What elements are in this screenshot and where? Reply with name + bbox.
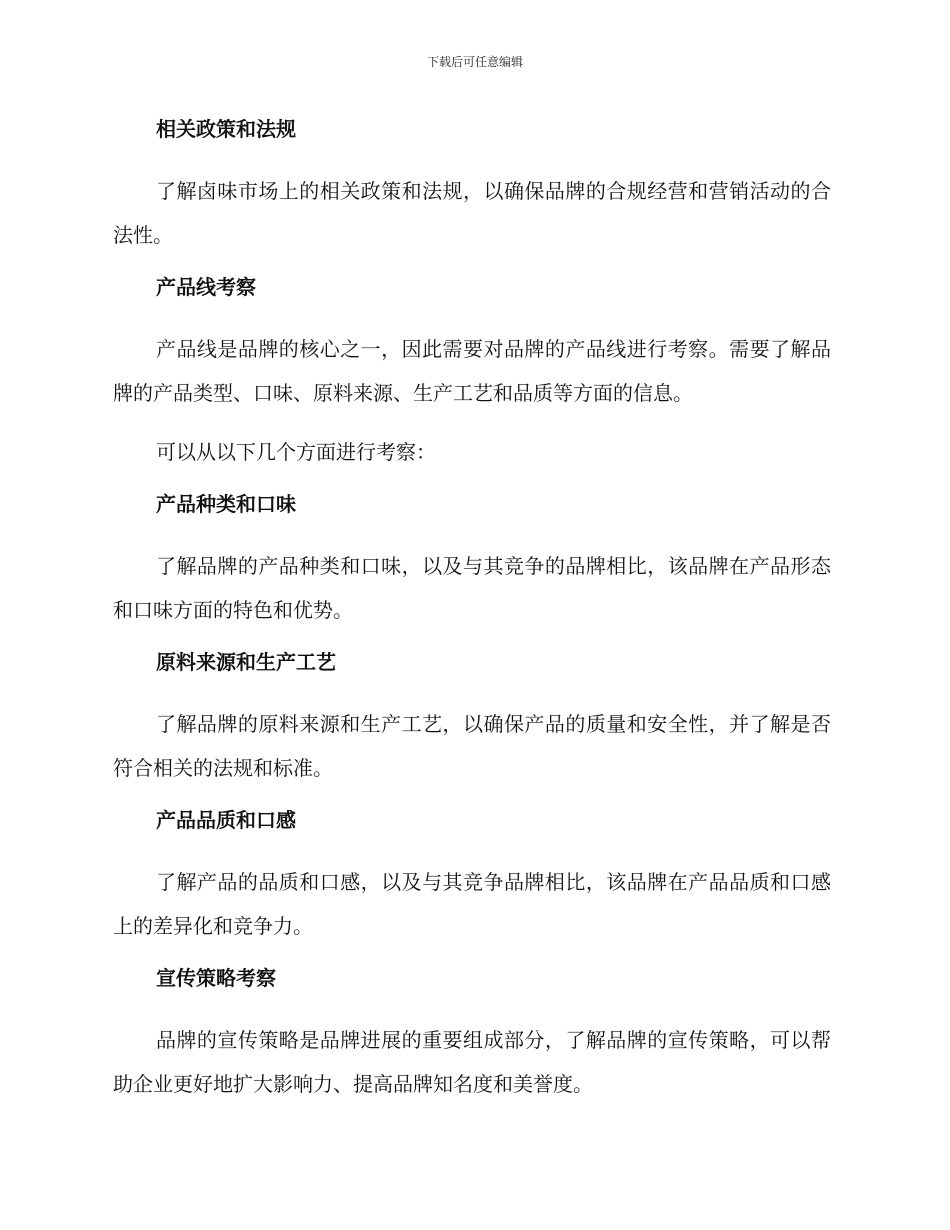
section-heading: 产品线考察 xyxy=(156,275,256,299)
document-body xyxy=(113,114,831,1106)
section-paragraph: 了解品牌的产品种类和口味，以及与其竞争的品牌相比，该品牌在产品形态和口味方面的特色和优势。 xyxy=(113,554,831,622)
section-promotion xyxy=(113,963,831,1106)
section-variety-flavor xyxy=(113,489,831,647)
section-product-line xyxy=(113,272,831,489)
section-paragraph: 了解产品的品质和口感，以及与其竞争品牌相比，该品牌在产品品质和口感上的差异化和竞争力。 xyxy=(113,870,831,938)
section-raw-materials xyxy=(113,647,831,805)
section-paragraph: 了解卤味市场上的相关政策和法规，以确保品牌的合规经营和营销活动的合法性。 xyxy=(113,179,831,247)
section-policy xyxy=(113,114,831,272)
section-quality-taste xyxy=(113,805,831,963)
section-heading: 产品种类和口味 xyxy=(156,492,296,516)
page-header-note: 下载后可任意编辑 xyxy=(426,55,523,69)
section-paragraph: 了解品牌的原料来源和生产工艺，以确保产品的质量和安全性，并了解是否符合相关的法规和标准。 xyxy=(113,712,831,780)
section-paragraph: 品牌的宣传策略是品牌进展的重要组成部分，了解品牌的宣传策略，可以帮助企业更好地扩大影响力、提高品牌知名度和美誉度。 xyxy=(113,1028,831,1096)
section-heading: 宣传策略考察 xyxy=(156,966,276,990)
section-extra-line: 可以从以下几个方面进行考察： xyxy=(156,440,436,464)
section-heading: 原料来源和生产工艺 xyxy=(156,650,336,674)
section-paragraph: 产品线是品牌的核心之一，因此需要对品牌的产品线进行考察。需要了解品牌的产品类型、口味、原料来源、生产工艺和品质等方面的信息。 xyxy=(113,337,831,405)
section-heading: 相关政策和法规 xyxy=(156,117,296,141)
section-heading: 产品品质和口感 xyxy=(156,808,296,832)
